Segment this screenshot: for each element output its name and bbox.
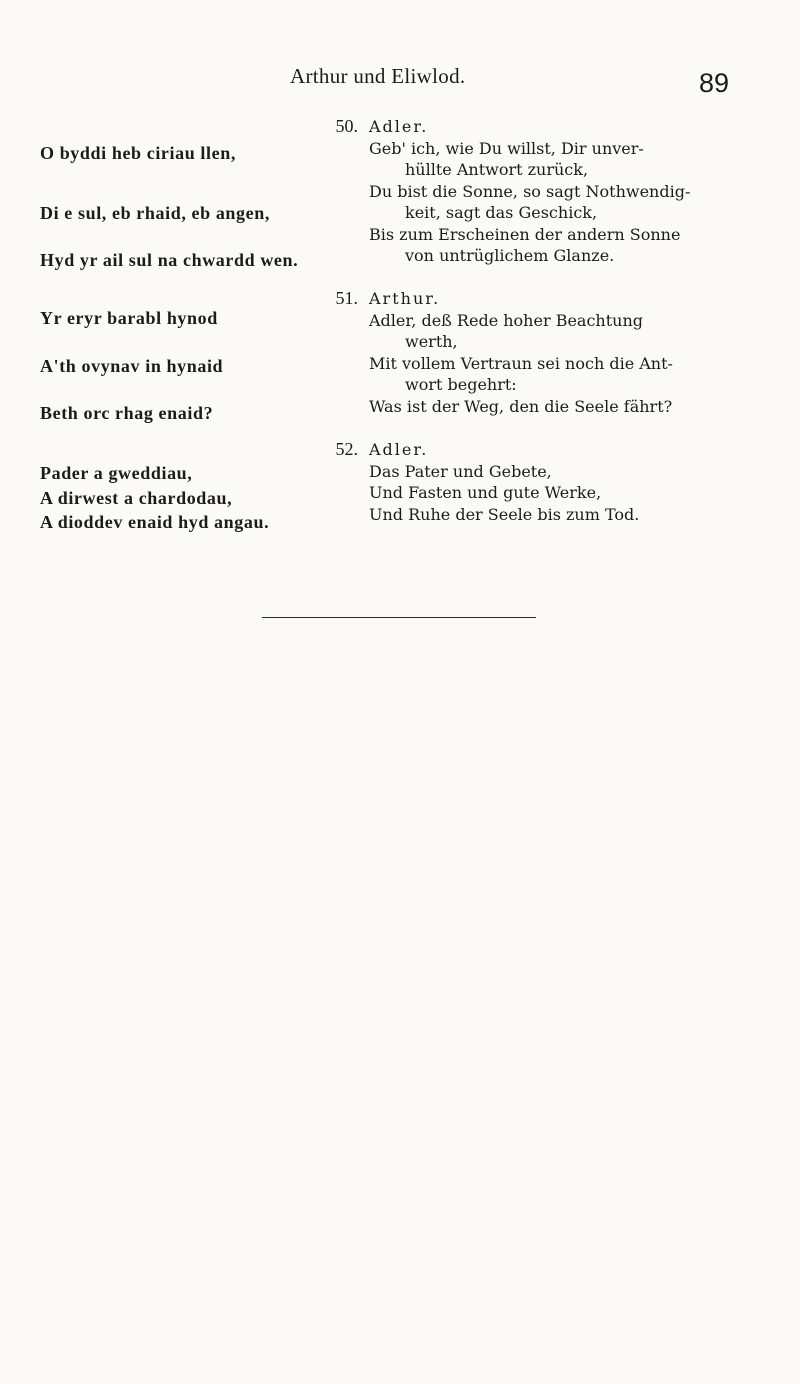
welsh-line: A'th ovynav in hynaid [40,356,224,376]
german-line: von untrüglichem Glanze. [405,246,615,265]
speaker-label: Adler. [369,117,429,136]
german-line: keit, sagt das Geschick, [405,203,598,222]
verse-number-52: 52. [335,439,358,459]
speaker-label: Adler. [369,440,429,459]
welsh-line: Beth orc rhag enaid? [40,403,214,423]
speaker-label: Arthur. [369,289,441,308]
german-line: Bis zum Erscheinen der andern Sonne [369,224,681,244]
header-title: Arthur und Eliwlod. [290,64,466,88]
welsh-line: Pader a gweddiau, [40,463,193,483]
welsh-line: O byddi heb ciriau llen, [40,143,236,163]
section-divider [262,617,536,618]
german-line: Du bist die Sonne, so sagt Nothwendig- [369,181,691,201]
running-head [0,62,800,102]
german-line: Was ist der Weg, den die Seele fährt? [369,396,673,416]
welsh-line: Yr eryr barabl hynod [40,308,218,328]
german-line: Und Ruhe der Seele bis zum Tod. [369,504,640,524]
german-line: Und Fasten und gute Werke, [369,483,602,502]
welsh-line: Di e sul, eb rhaid, eb angen, [40,203,270,223]
german-line: Mit vollem Vertraun sei noch die Ant- [369,353,673,373]
german-line: wort begehrt: [405,375,517,394]
verse-number-51: 51. [335,288,358,308]
german-line: hüllte Antwort zurück, [405,160,589,179]
german-stanza-51 [369,288,729,417]
german-line: Geb' ich, wie Du willst, Dir unver- [369,138,644,158]
german-line: Das Pater und Gebete, [369,461,552,481]
german-stanza-50 [369,116,729,267]
german-line: werth, [405,332,458,351]
welsh-line: A dioddev enaid hyd angau. [40,512,270,532]
welsh-line: Hyd yr ail sul na chwardd wen. [40,250,299,270]
german-line: Adler, deß Rede hoher Beachtung [369,310,643,330]
verse-number-50: 50. [335,116,358,136]
page-number: 89 [699,68,730,98]
german-stanza-52 [369,439,729,525]
welsh-line: A dirwest a chardodau, [40,488,233,508]
